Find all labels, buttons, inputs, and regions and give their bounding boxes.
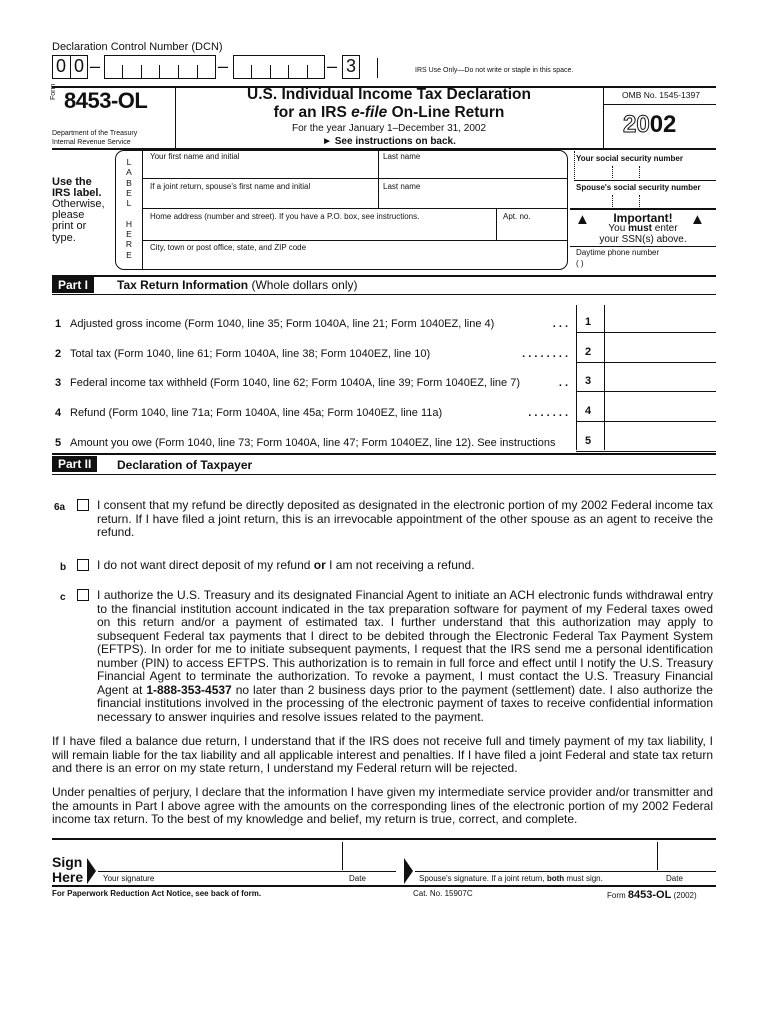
part1-box-number: 4: [585, 405, 592, 417]
spouse-first-label: If a joint return, spouse's first name and initial: [150, 182, 311, 191]
spouse-signature-input[interactable]: [415, 842, 655, 870]
item-b-text: I do not want direct deposit of my refund or I am not receiving a refund.: [97, 558, 475, 572]
part1-tag: Part I: [52, 277, 94, 293]
part1-amount-input[interactable]: [605, 425, 715, 449]
your-signature-label: Your signature: [103, 874, 155, 883]
part1-box-number: 5: [585, 435, 592, 447]
part1-box-number: 2: [585, 346, 592, 358]
part2-title: Declaration of Taxpayer: [117, 458, 253, 472]
form-title-2: for an IRS e-file On-Line Return: [273, 104, 505, 121]
dcn-digit-1: 0: [55, 56, 66, 76]
vertical-label-letter: E: [126, 229, 132, 240]
sign-arrow-icon: [87, 858, 96, 884]
perjury-text: Under penalties of perjury, I declare that the information I have given my intermediate service provider and/or transmitter and the amounts in Part I above agree with the amounts on the corresponding lines of the electronic portion of my 2002 Federal income tax return. To the best of my knowledge and belief, my return is true, correct, and complete.: [52, 785, 713, 826]
see-instructions: ► See instructions on back.: [322, 136, 456, 147]
sign-label: Sign: [52, 854, 83, 870]
dcn-digit-2: 0: [73, 56, 84, 76]
dcn-serial-box[interactable]: [233, 55, 325, 79]
first-name-input[interactable]: [143, 162, 377, 177]
warning-arrow-left-icon: ▲: [575, 211, 590, 228]
part1-line-number: 1: [55, 318, 62, 330]
apt-input[interactable]: [497, 222, 567, 239]
use-label-3: Otherwise,: [52, 198, 105, 210]
city-label: City, town or post office, state, and ZIP code: [150, 243, 307, 252]
spouse-first-input[interactable]: [143, 192, 377, 207]
last-name-input[interactable]: [379, 162, 567, 177]
item-b-label: b: [60, 562, 67, 573]
vertical-label-letter: E: [126, 187, 132, 198]
part1-amount-input[interactable]: [605, 336, 715, 360]
vertical-label-letter: B: [126, 177, 132, 188]
home-address-label: Home address (number and street). If you have a P.O. box, see instructions.: [150, 212, 420, 221]
use-label-2: IRS label.: [52, 187, 102, 199]
use-label-5: print or: [52, 220, 87, 232]
spouse-ssn-label: Spouse's social security number: [576, 183, 701, 192]
tax-year: 2002: [623, 111, 677, 138]
part1-title: Tax Return Information (Whole dollars only): [117, 278, 358, 292]
dcn-label: Declaration Control Number (DCN): [52, 41, 223, 53]
part1-leader-dots: . . . . . . . .: [522, 348, 568, 360]
vertical-label-letter: H: [125, 218, 133, 229]
warning-arrow-right-icon: ▲: [690, 211, 705, 228]
item-c-text: I authorize the U.S. Treasury and its designated Financial Agent to initiate an ACH electronic funds withdrawal entry to the financial institution account indicated in the tax preparation software for payment of my Federal taxes owed on this return and/or a payment of estimated tax. I further understand that this authorization may apply to subsequent Federal tax payments that I direct to be debited through the Electronic Federal Tax Payment System (EFTPS). In order for me to initiate subsequent payments, I request that the IRS send me a personal identification number (PIN) to access EFTPS. This authorization is to remain in full force and effect until I notify the U.S. Treasury Financial Agent to terminate the authorization. To revoke a payment, I must contact the U.S. Treasury Financial Agent at 1-888-353-4537 no later than 2 business days prior to the payment (settlement) date. I also authorize the financial institutions involved in the processing of the electronic payment of taxes to receive confidential information necessary to answer inquiries and resolve issues related to the payment.: [97, 588, 713, 724]
apt-label: Apt. no.: [503, 212, 531, 221]
spouse-sign-arrow-icon: [404, 858, 413, 884]
balance-due-text: If I have filed a balance due return, I understand that if the IRS does not receive full and timely payment of my tax liability, I will remain liable for the tax liability and all applicable interest and penalties. If I have filed a joint Federal and state tax return and there is an error on my state return, I understand my Federal return will be rejected.: [52, 734, 713, 775]
cat-number: Cat. No. 15907C: [413, 889, 473, 898]
last-name-label: Last name: [383, 152, 421, 161]
form-number: 8453-OL: [64, 88, 148, 113]
part1-line-text: Refund (Form 1040, line 71a; Form 1040A, line 45a; Form 1040EZ, line 11a): [70, 407, 443, 419]
use-label-4: please: [52, 209, 85, 221]
your-date-input[interactable]: [344, 842, 394, 870]
part1-line-text: Federal income tax withheld (Form 1040, line 62; Form 1040A, line 39; Form 1040EZ, line 7): [70, 377, 520, 389]
part1-amount-input[interactable]: [605, 395, 715, 419]
phone-paren: ( ): [576, 259, 584, 268]
paperwork-notice: For Paperwork Reduction Act Notice, see back of form.: [52, 889, 262, 898]
item-c-label: c: [60, 592, 66, 603]
here-label: Here: [52, 869, 84, 885]
part1-line-number: 2: [55, 348, 62, 360]
part1-line-number: 4: [55, 407, 62, 419]
eftps-authorize-checkbox[interactable]: [77, 589, 89, 601]
vertical-label-letter: E: [126, 249, 132, 260]
service: Internal Revenue Service: [52, 139, 131, 146]
part1-leader-dots: . . .: [552, 318, 568, 330]
spouse-signature-label: Spouse's signature. If a joint return, both must sign.: [419, 874, 603, 883]
first-name-label: Your first name and initial: [150, 152, 240, 161]
use-label-6: type.: [52, 232, 76, 244]
must-enter-1: You must enter: [608, 223, 678, 234]
your-signature-input[interactable]: [98, 842, 340, 870]
important-label: Important!: [613, 211, 673, 225]
ssn-input[interactable]: [576, 165, 716, 179]
part1-box-number: 3: [585, 375, 592, 387]
item-6a-text: I consent that my refund be directly deposited as designated in the electronic portion of my 2002 Federal income tax return. If I have filed a joint return, this is an irrevocable appointment of the other spouse as an agent to receive the refund.: [97, 498, 713, 539]
year-range: For the year January 1–December 31, 2002: [292, 123, 486, 134]
home-address-input[interactable]: [143, 222, 495, 239]
vertical-label-letter: L: [126, 157, 132, 167]
phone-input[interactable]: [584, 258, 714, 270]
no-direct-deposit-checkbox[interactable]: [77, 559, 89, 571]
form-word: Form: [50, 83, 57, 100]
form-title-1: U.S. Individual Income Tax Declaration: [247, 86, 531, 103]
ssn-label: Your social security number: [576, 154, 683, 163]
spouse-date-input[interactable]: [659, 842, 714, 870]
part1-amount-input[interactable]: [605, 365, 715, 389]
dept: Department of the Treasury: [52, 130, 138, 137]
direct-deposit-checkbox[interactable]: [77, 499, 89, 511]
must-enter-2: your SSN(s) above.: [599, 234, 687, 245]
part1-line-text: Amount you owe (Form 1040, line 73; Form 1040A, line 47; Form 1040EZ, line 12). See instructions: [70, 437, 556, 449]
irs-use-only: IRS Use Only—Do not write or staple in this space.: [415, 67, 574, 74]
date-label: Date: [349, 874, 366, 883]
omb-number: OMB No. 1545-1397: [622, 90, 700, 100]
part2-tag: Part II: [52, 456, 97, 472]
part1-leader-dots: . . . . . . .: [528, 407, 568, 419]
vertical-label-letter: A: [126, 167, 132, 178]
part1-box-number: 1: [585, 316, 592, 328]
part1-line-number: 3: [55, 377, 62, 389]
dcn-suffix: 3: [345, 56, 356, 76]
spouse-last-label: Last name: [383, 182, 421, 191]
part1-line-number: 5: [55, 437, 62, 449]
vertical-label-letter: L: [126, 198, 132, 209]
date2-label: Date: [666, 874, 683, 883]
part1-line-text: Total tax (Form 1040, line 61; Form 1040A, line 38; Form 1040EZ, line 10): [70, 348, 431, 360]
city-input[interactable]: [143, 253, 563, 268]
spouse-last-input[interactable]: [379, 192, 567, 207]
dcn-middle-box[interactable]: [104, 55, 216, 79]
part1-line-text: Adjusted gross income (Form 1040, line 35; Form 1040A, line 21; Form 1040EZ, line 4): [70, 318, 495, 330]
part1-leader-dots: . .: [558, 377, 568, 389]
item-6a-label: 6a: [54, 502, 66, 513]
vertical-label-letter: R: [125, 239, 133, 250]
part1-amount-input[interactable]: [605, 306, 715, 330]
phone-label: Daytime phone number: [576, 248, 660, 257]
use-label-1: Use the: [52, 176, 92, 188]
spouse-ssn-input[interactable]: [576, 194, 716, 208]
footer-form: Form 8453-OL (2002): [607, 889, 697, 901]
